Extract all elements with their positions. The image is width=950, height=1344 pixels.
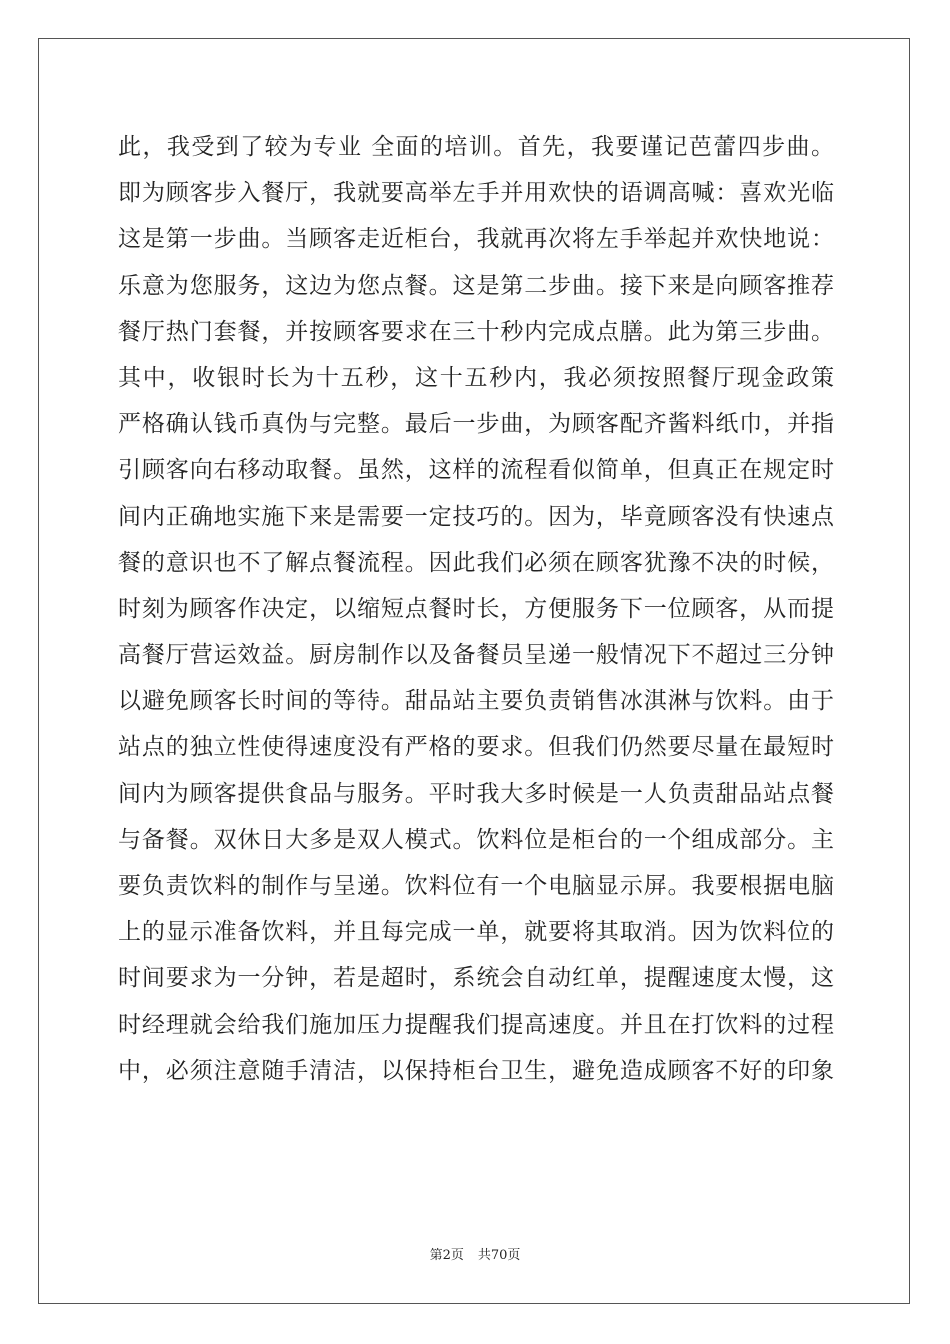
text-line: 间内正确地实施下来是需要一定技巧的。因为，毕竟顾客没有快速点 xyxy=(118,503,834,530)
text-line: 餐的意识也不了解点餐流程。因此我们必须在顾客犹豫不决的时候， xyxy=(118,549,834,576)
text-line: 其中，收银时长为十五秒，这十五秒内，我必须按照餐厅现金政策 xyxy=(118,364,834,391)
text-line: 站点的独立性使得速度没有严格的要求。但我们仍然要尽量在最短时 xyxy=(118,734,834,761)
page-number: 第2页 xyxy=(429,1248,464,1263)
text-line: 时刻为顾客作决定，以缩短点餐时长，方便服务下一位顾客，从而提 xyxy=(118,595,834,622)
text-line: 时经理就会给我们施加压力提醒我们提高速度。并且在打饮料的过程 xyxy=(118,1011,834,1038)
text-line: 上的显示准备饮料，并且每完成一单，就要将其取消。因为饮料位的 xyxy=(118,919,834,946)
text-line: 严格确认钱币真伪与完整。最后一步曲，为顾客配齐酱料纸巾，并指 xyxy=(118,411,834,438)
page-footer xyxy=(0,1244,950,1263)
text-line: 时间要求为一分钟，若是超时，系统会自动红单，提醒速度太慢，这 xyxy=(118,965,834,992)
text-line: 要负责饮料的制作与呈递。饮料位有一个电脑显示屏。我要根据电脑 xyxy=(118,873,834,899)
text-line: 此，我受到了较为专业 全面的培训。首先，我要谨记芭蕾四步曲。 xyxy=(118,134,834,160)
body-text xyxy=(118,124,834,1094)
text-line: 高餐厅营运效益。厨房制作以及备餐员呈递一般情况下不超过三分钟 xyxy=(118,642,834,669)
text-line: 餐厅热门套餐，并按顾客要求在三十秒内完成点膳。此为第三步曲。 xyxy=(118,318,834,345)
page-total: 共70页 xyxy=(477,1248,521,1263)
text-line: 与备餐。双休日大多是双人模式。饮料位是柜台的一个组成部分。主 xyxy=(118,826,834,853)
text-line: 以避免顾客长时间的等待。甜品站主要负责销售冰淇淋与饮料。由于 xyxy=(118,688,834,715)
text-line: 中，必须注意随手清洁，以保持柜台卫生，避免造成顾客不好的印象 xyxy=(118,1057,834,1084)
text-line: 乐意为您服务，这边为您点餐。这是第二步曲。接下来是向顾客推荐 xyxy=(118,272,834,299)
text-line: 这是第一步曲。当顾客走近柜台，我就再次将左手举起并欢快地说： xyxy=(118,226,834,253)
text-line: 引顾客向右移动取餐。虽然，这样的流程看似简单，但真正在规定时 xyxy=(118,457,834,484)
text-line: 即为顾客步入餐厅，我就要高举左手并用欢快的语调高喊：喜欢光临 xyxy=(118,180,834,207)
text-line: 间内为顾客提供食品与服务。平时我大多时候是一人负责甜品站点餐 xyxy=(118,780,834,807)
